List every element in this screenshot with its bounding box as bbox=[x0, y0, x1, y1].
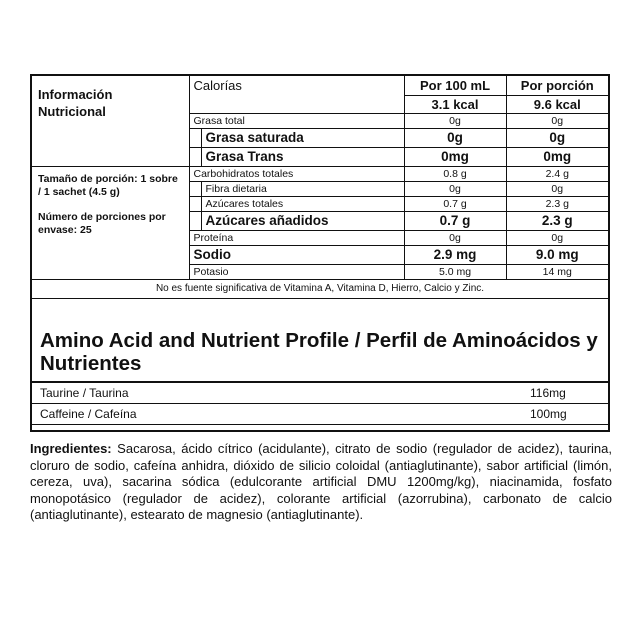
nutrition-facts-panel bbox=[30, 74, 610, 432]
indent-cell bbox=[189, 182, 201, 197]
nutrient-value-100ml: 2.9 mg bbox=[404, 246, 506, 265]
nutrient-label: Potasio bbox=[189, 265, 404, 280]
nutrient-value-100ml: 0.7 g bbox=[404, 197, 506, 212]
nutrient-value-portion: 14 mg bbox=[506, 265, 608, 280]
amino-title: Amino Acid and Nutrient Profile / Perfil de Aminoácidos y Nutrientes bbox=[32, 323, 608, 383]
col-header-100ml: Por 100 mL bbox=[404, 76, 506, 96]
amino-row bbox=[32, 383, 608, 404]
serving-info bbox=[32, 167, 189, 280]
nutrient-value-portion: 2.4 g bbox=[506, 167, 608, 182]
nutrient-value-portion: 0mg bbox=[506, 148, 608, 167]
nutrition-title: Información Nutricional bbox=[32, 76, 189, 167]
nutrient-value-portion: 0g bbox=[506, 114, 608, 129]
nutrient-value-portion: 0g bbox=[506, 129, 608, 148]
footnote: No es fuente significativa de Vitamina A, Vitamina D, Hierro, Calcio y Zinc. bbox=[32, 280, 608, 299]
kcal-100ml: 3.1 kcal bbox=[404, 96, 506, 114]
nutrient-label: Grasa Trans bbox=[201, 148, 404, 167]
nutrient-value-100ml: 0g bbox=[404, 231, 506, 246]
amino-section bbox=[32, 323, 608, 425]
amino-name: Caffeine / Cafeína bbox=[40, 407, 137, 421]
nutrient-value-100ml: 0g bbox=[404, 182, 506, 197]
nutrient-value-portion: 2.3 g bbox=[506, 212, 608, 231]
nutrient-value-100ml: 5.0 mg bbox=[404, 265, 506, 280]
amino-row bbox=[32, 404, 608, 425]
footnote-row bbox=[32, 280, 608, 299]
nutrient-label: Grasa total bbox=[189, 114, 404, 129]
indent-cell bbox=[189, 148, 201, 167]
servings-per-container: Número de porciones por envase: 25 bbox=[38, 211, 166, 236]
nutrient-label: Azúcares totales bbox=[201, 197, 404, 212]
indent-cell bbox=[189, 197, 201, 212]
nutrient-value-100ml: 0.8 g bbox=[404, 167, 506, 182]
nutrient-label: Azúcares añadidos bbox=[201, 212, 404, 231]
indent-cell bbox=[189, 129, 201, 148]
ingredients-text: Sacarosa, ácido cítrico (acidulante), citrato de sodio (regulador de acidez), taurina, cloruro de sodio, cafeína anhidra, dióxido de silicio coloidal (antiaglutinante), sabor artificial (limón, cereza, uva), sacarina sódica (edulcorante artificial DMU 1200mg/kg), niacinamida, fosfato monopotásico (regulador de acidez), colorante artificial (azorrubina), carbonato de calcio (antiaglutinante), estearato de magnesio (antiaglutinante). bbox=[30, 441, 612, 522]
nutrient-value-100ml: 0g bbox=[404, 114, 506, 129]
nutrient-value-portion: 9.0 mg bbox=[506, 246, 608, 265]
amino-name: Taurine / Taurina bbox=[40, 386, 129, 400]
nutrient-row bbox=[32, 167, 608, 182]
nutrition-header-row bbox=[32, 76, 608, 96]
indent-cell bbox=[189, 212, 201, 231]
nutrient-value-portion: 2.3 g bbox=[506, 197, 608, 212]
amino-value: 100mg bbox=[530, 407, 567, 421]
nutrient-label: Carbohidratos totales bbox=[189, 167, 404, 182]
kcal-portion: 9.6 kcal bbox=[506, 96, 608, 114]
nutrient-value-portion: 0g bbox=[506, 182, 608, 197]
ingredients-paragraph bbox=[30, 441, 612, 524]
col-header-portion: Por porción bbox=[506, 76, 608, 96]
nutrient-value-100ml: 0.7 g bbox=[404, 212, 506, 231]
nutrient-label: Proteína bbox=[189, 231, 404, 246]
nutrient-value-100ml: 0mg bbox=[404, 148, 506, 167]
nutrient-value-portion: 0g bbox=[506, 231, 608, 246]
calories-label: Calorías bbox=[189, 76, 404, 114]
serving-size: Tamaño de porción: 1 sobre / 1 sachet (4.5 g) bbox=[38, 173, 178, 198]
amino-value: 116mg bbox=[530, 386, 566, 400]
nutrient-label: Grasa saturada bbox=[201, 129, 404, 148]
nutrient-value-100ml: 0g bbox=[404, 129, 506, 148]
nutrient-label: Fibra dietaria bbox=[201, 182, 404, 197]
nutrition-table bbox=[32, 76, 608, 299]
nutrient-label: Sodio bbox=[189, 246, 404, 265]
ingredients-label: Ingredientes: bbox=[30, 441, 112, 456]
